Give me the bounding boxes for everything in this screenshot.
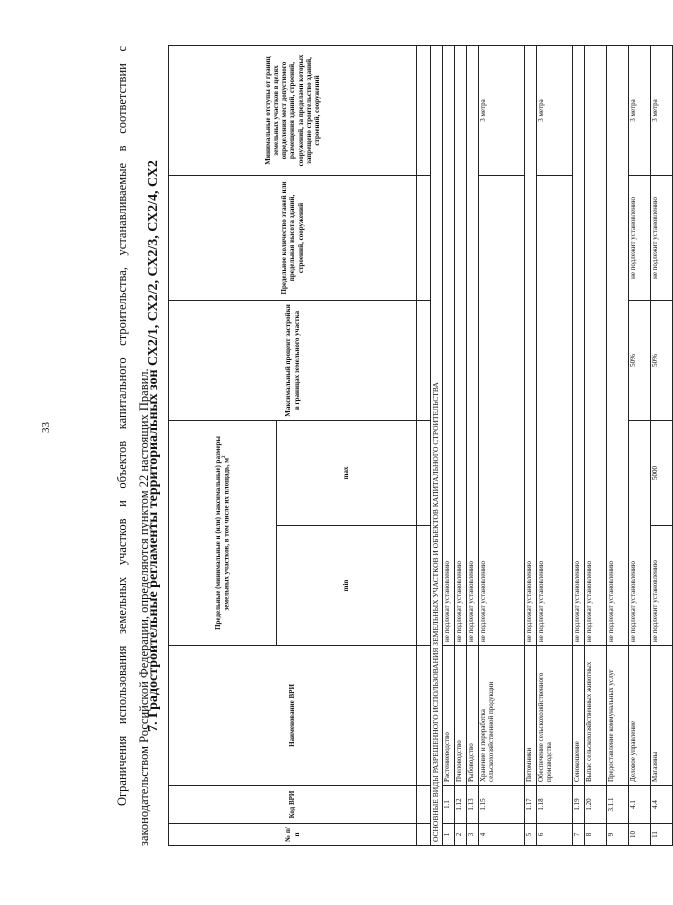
cell-empty: [417, 786, 431, 824]
cell-name: Пчеловодство: [454, 646, 466, 786]
cell-setback: 3 метра: [650, 46, 672, 176]
cell-name: Растениеводство: [442, 646, 454, 786]
table-row: [466, 46, 478, 846]
table-row: [584, 46, 606, 846]
cell-merged-value: не подлежат установлению: [536, 176, 572, 646]
table-row: [478, 46, 524, 846]
page-number: 33: [40, 422, 52, 433]
cell-empty: [417, 46, 431, 176]
cell-merged-value: не подлежат установлению: [466, 46, 478, 646]
cell-merged-value: не подлежат установлению: [442, 46, 454, 646]
cell-num: 9: [606, 824, 628, 846]
cell-code: 1.17: [524, 786, 536, 824]
col-header-setback: Минимальные отступы от границ земельных участков в целях определения мест допустимого размещения зданий, строений, сооружений, за пределами которых запрещено строительство зданий, строений, сооружений: [169, 46, 417, 176]
cell-name: Сенокошение: [572, 646, 584, 786]
cell-empty: [417, 176, 431, 301]
col-header-floors: Предельное количество этажей или предельная высота зданий, строений, сооружений: [169, 176, 417, 301]
col-header-name: Наименование ВРИ: [169, 646, 417, 786]
col-header-size: [169, 421, 277, 646]
table-row: [650, 46, 672, 846]
cell-empty: [417, 646, 431, 786]
cell-code: 1.15: [478, 786, 524, 824]
cell-merged-value: не подлежат установлению: [606, 46, 628, 646]
cell-name: Деловое управление: [628, 646, 650, 786]
cell-empty: [417, 301, 431, 421]
table-row: [524, 46, 536, 846]
cell-floors: не подлежит установлению: [650, 176, 672, 301]
cell-merged-value: не подлежат установлению: [584, 46, 606, 646]
table-row: [606, 46, 628, 846]
cell-setback: 3 метра: [628, 46, 650, 176]
rotated-page-content: [98, 46, 659, 846]
cell-empty: [417, 421, 431, 526]
cell-code: 3.1.1: [606, 786, 628, 824]
cell-setback: 3 метра: [478, 46, 524, 176]
cell-code: 1.18: [536, 786, 572, 824]
cell-max: 5000: [650, 421, 672, 526]
cell-name: Рыбоводство: [466, 646, 478, 786]
regulations-table: [168, 45, 673, 846]
cell-code: 4.1: [628, 786, 650, 824]
cell-pct: 50%: [650, 301, 672, 421]
cell-num: 7: [572, 824, 584, 846]
table-row: [536, 46, 572, 846]
cell-num: 1: [442, 824, 454, 846]
cell-num: 11: [650, 824, 672, 846]
cell-name: Предоставление коммунальных услуг: [606, 646, 628, 786]
table-row: [454, 46, 466, 846]
cell-name: Магазины: [650, 646, 672, 786]
cell-num: 6: [536, 824, 572, 846]
cell-merged-value: не подлежат установлению: [478, 176, 524, 646]
table-row: [628, 46, 650, 846]
col-header-size-sup: 2: [222, 455, 228, 458]
cell-empty: [417, 526, 431, 646]
cell-size-value: не подлежат установлению: [628, 421, 650, 646]
cell-merged-value: не подлежат установлению: [572, 46, 584, 646]
table-header: [169, 46, 417, 846]
col-header-size-text: Предельные (минимальные и (или) максимальные) размеры земельных участков, в том числе их площадь, м: [214, 436, 231, 630]
cell-num: 2: [454, 824, 466, 846]
cell-code: 1.19: [572, 786, 584, 824]
cell-code: 1.12: [454, 786, 466, 824]
cell-num: 4: [478, 824, 524, 846]
cell-name: Выпас сельскохозяйственных животных: [584, 646, 606, 786]
cell-setback: 3 метра: [536, 46, 572, 176]
cell-code: 4.4: [650, 786, 672, 824]
section-title-row: ОСНОВНЫЕ ВИДЫ РАЗРЕШЕННОГО ИСПОЛЬЗОВАНИЯ ЗЕМЕЛЬНЫХ УЧАСТКОВ И ОБЪЕКТОВ КАПИТАЛЬНОГО СТРОИТЕЛЬСТВА: [431, 46, 443, 846]
col-header-max: max: [277, 421, 417, 526]
cell-code: 1.1: [442, 786, 454, 824]
cell-merged-value: не подлежат установлению: [524, 46, 536, 646]
cell-name: Хранение и переработка сельскохозяйственной продукции: [478, 646, 524, 786]
col-header-min: min: [277, 526, 417, 646]
section-heading: 7. Градостроительные регламенты территориальных зон СХ2/1, СХ2/2, СХ2/3, СХ2/4, СХ2: [146, 160, 161, 732]
cell-name: Питомники: [524, 646, 536, 786]
table-body: [417, 46, 673, 846]
cell-num: 3: [466, 824, 478, 846]
table-row: [442, 46, 454, 846]
cell-code: 1.20: [584, 786, 606, 824]
cell-num: 5: [524, 824, 536, 846]
cell-code: 1.13: [466, 786, 478, 824]
col-header-code: Код ВРИ: [169, 786, 417, 824]
cell-num: 8: [584, 824, 606, 846]
cell-merged-value: не подлежат установлению: [454, 46, 466, 646]
table-row: [572, 46, 584, 846]
cell-num: 10: [628, 824, 650, 846]
cell-min: не подлежит установлению: [650, 526, 672, 646]
cell-name: Обеспечение сельскохозяйственного производства: [536, 646, 572, 786]
col-header-pct: Максимальный процент застройки в границах земельного участка: [169, 301, 417, 421]
cell-floors: не подлежит установлению: [628, 176, 650, 301]
col-header-num: № п/п: [169, 824, 417, 846]
cell-empty: [417, 824, 431, 846]
cell-pct: 50%: [628, 301, 650, 421]
intro-paragraph: Ограничения использования земельных участков и объектов капитального строительства, устанавливаемые в соответствии с законодательством Российской Федерации, определяются пунктом 22 настоящих Правил.: [114, 46, 151, 846]
